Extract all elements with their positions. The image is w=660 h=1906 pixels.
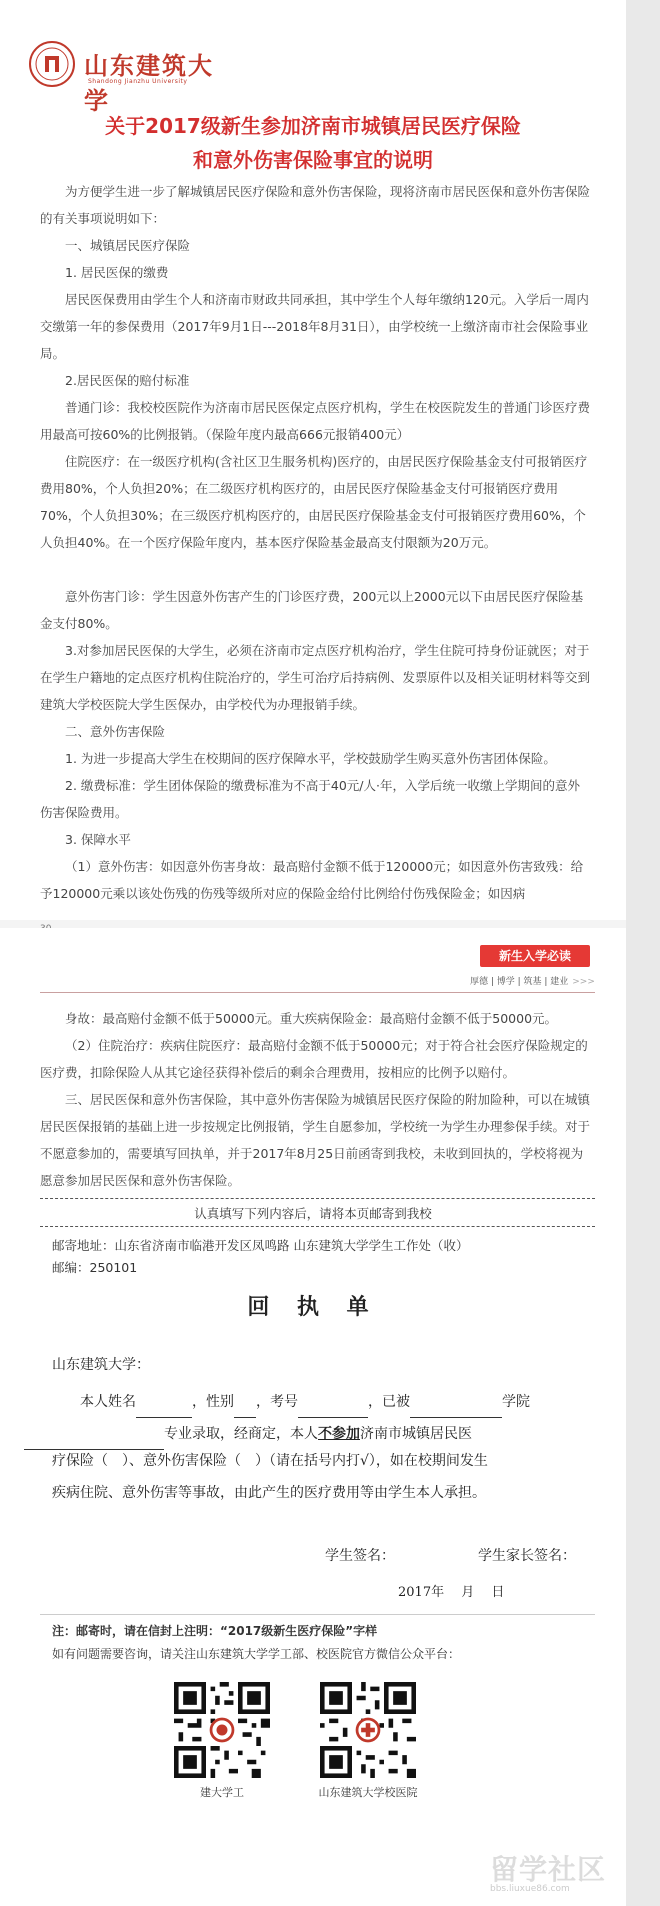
- logo-chinese-name: 山东建筑大学: [84, 51, 214, 115]
- section-1-heading: 一、城镇居民医疗保险: [65, 238, 191, 253]
- section-2-heading: 二、意外伤害保险: [65, 724, 166, 739]
- item-3-paragraph: 3.对参加居民医保的大学生，必须在济南市定点医疗机构治疗，学生住院可持身份证就医；对于在学生户籍地的定点医疗机构住院治疗的，学生可治疗后持病例、发票原件以及相关证明材料等交到建筑大学校医院大学生医保办，由学校代为办理报销手续。: [40, 643, 591, 712]
- section-2-3-a-paragraph: （1）意外伤害：如因意外伤害身故：最高赔付金额不低于120000元；如因意外伤害致残：给予120000元乘以该处伤残的伤残等级所对应的保险金给付比例给付伤残保险金；如因病: [40, 859, 584, 901]
- gender-blank[interactable]: [234, 1403, 256, 1418]
- page-break: [0, 920, 626, 928]
- mailing-address: 邮寄地址：山东省济南市临港开发区凤鸣路 山东建筑大学学生工作处（收）: [52, 1238, 469, 1253]
- header-divider: [40, 992, 595, 993]
- mailing-note: 注：邮寄时，请在信封上注明：“2017级新生医疗保险”字样: [52, 1624, 378, 1638]
- receipt-form-body: [52, 1386, 602, 1450]
- right-scroll-strip: [626, 0, 660, 1906]
- motto-arrows: >>>: [572, 977, 595, 987]
- university-logo: [28, 40, 228, 115]
- section-2-3-heading: 3. 保障水平: [65, 832, 131, 847]
- date-line: 2017年 月 日: [398, 1585, 505, 1600]
- intro-paragraph: 为方便学生进一步了解城镇居民医疗保险和意外伤害保险，现将济南市居民医保和意外伤害保险的有关事项说明如下：: [40, 184, 591, 226]
- student-signature-label: 学生签名：: [325, 1548, 395, 1564]
- watermark-url: bbs.liuxue86.com: [490, 1884, 570, 1894]
- name-label: 本人姓名: [80, 1394, 136, 1410]
- major-blank[interactable]: [24, 1435, 164, 1450]
- college-label: 学院: [502, 1394, 530, 1410]
- document-title-line-1: 关于2017级新生参加济南市城镇居民医疗保险: [105, 114, 521, 138]
- form-line-4: 疾病住院、意外伤害等事故，由此产生的医疗费用等由学生本人承担。: [52, 1485, 486, 1501]
- not-participate-emphasis: 不参加: [318, 1426, 360, 1442]
- major-label: 专业录取，经商定，本人: [164, 1426, 318, 1442]
- consult-note: 如有问题需要咨询，请关注山东建筑大学学工部、校医院官方微信公众平台：: [52, 1647, 461, 1661]
- parent-signature-label: 学生家长签名：: [478, 1548, 576, 1564]
- qr-code-school-hospital[interactable]: [320, 1682, 416, 1778]
- qr-code-student-affairs[interactable]: [174, 1682, 270, 1778]
- logo-english-name: Shandong Jianzhu University: [88, 78, 188, 85]
- footer-divider: [40, 1614, 595, 1615]
- document-title-line-2: 和意外伤害保险事宜的说明: [193, 148, 433, 172]
- form-rest-line-2: 济南市城镇居民医: [360, 1426, 472, 1442]
- exam-number-blank[interactable]: [298, 1403, 368, 1418]
- qr-label-school-hospital: 山东建筑大学校医院: [318, 1786, 418, 1799]
- college-blank[interactable]: [410, 1403, 502, 1418]
- section-2-item-1: 1. 为进一步提高大学生在校期间的医疗保障水平，学校鼓励学生购买意外伤害团体保险。: [65, 751, 556, 766]
- continuation-paragraph: 身故：最高赔付金额不低于50000元。重大疾病保险金：最高赔付金额不低于50000元。: [65, 1011, 558, 1026]
- inpatient-paragraph: 住院医疗：在一级医疗机构(含社区卫生服务机构)医疗的，由居民医疗保险基金支付可报销医疗费用80%，个人负担20%；在二级医疗机构医疗的，由居民医疗保险基金支付可报销医疗费用70%，个人负担30%；在三级医疗机构医疗的，由居民医疗保险基金支付可报销医疗费用60%，个人负担40%。在一个医疗保险年度内，基本医疗保险基金最高支付限额为20万元。: [40, 454, 588, 550]
- freshman-must-read-badge: 新生入学必读: [480, 945, 590, 967]
- section-1-2-heading: 2.居民医保的赔付标准: [65, 373, 190, 388]
- receipt-addressee: 山东建筑大学：: [52, 1357, 150, 1373]
- admitted-label: ，已被: [368, 1394, 410, 1410]
- section-3-paragraph: 三、居民医保和意外伤害保险，其中意外伤害保险为城镇居民医疗保险的附加险种，可以在城镇居民医保报销的基础上进一步按规定比例报销，学生自愿参加，学校统一为学生办理参保手续。对于不愿意参加的，需要填写回执单，并于2017年8月25日前函寄到我校，未收到回执的，学校将视为愿意参加居民医保和意外伤害保险。: [40, 1092, 591, 1188]
- hospitalization-paragraph: （2）住院治疗：疾病住院医疗：最高赔付金额不低于50000元；对于符合社会医疗保险规定的医疗费，扣除保险人从其它途径获得补偿后的剩余合理费用，按相应的比例予以赔付。: [40, 1038, 588, 1080]
- exam-number-label: ，考号: [256, 1394, 298, 1410]
- university-seal-icon: [28, 40, 80, 88]
- fee-paragraph: 居民医保费用由学生个人和济南市财政共同承担，其中学生个人每年缴纳120元。入学后一周内交缴第一年的参保费用（2017年9月1日---2018年8月31日），由学校统一上缴济南市社会保险事业局。: [40, 292, 589, 361]
- cut-line-lower: [40, 1226, 595, 1227]
- cut-instruction: 认真填写下列内容后，请将本页邮寄到我校: [194, 1206, 432, 1221]
- cut-line: [40, 1198, 595, 1199]
- accident-outpatient-paragraph: 意外伤害门诊：学生因意外伤害产生的门诊医疗费，200元以上2000元以下由居民医疗保险基金支付80%。: [40, 589, 584, 631]
- name-blank[interactable]: [136, 1403, 192, 1418]
- postal-code: 邮编：250101: [52, 1260, 138, 1275]
- section-2-item-2: 2. 缴费标准：学生团体保险的缴费标准为不高于40元/人·年，入学后统一收缴上学期间的意外伤害保险费用。: [40, 778, 580, 820]
- motto-text: 厚德 | 博学 | 筑基 | 建业: [470, 977, 569, 987]
- watermark: 留学社区: [490, 1853, 607, 1886]
- gender-label: ，性别: [192, 1394, 234, 1410]
- university-motto: [470, 974, 595, 987]
- qr-label-student-affairs: 建大学工: [200, 1786, 244, 1799]
- outpatient-paragraph: 普通门诊：我校校医院作为济南市居民医保定点医疗机构，学生在校医院发生的普通门诊医疗费用最高可按60%的比例报销。（保险年度内最高666元报销400元）: [40, 400, 591, 442]
- receipt-title: 回 执 单: [247, 1294, 379, 1320]
- section-1-1-heading: 1. 居民医保的缴费: [65, 265, 169, 280]
- form-line-3: 疗保险（ ）、意外伤害保险（ ）（请在括号内打√），如在校期间发生: [52, 1453, 488, 1469]
